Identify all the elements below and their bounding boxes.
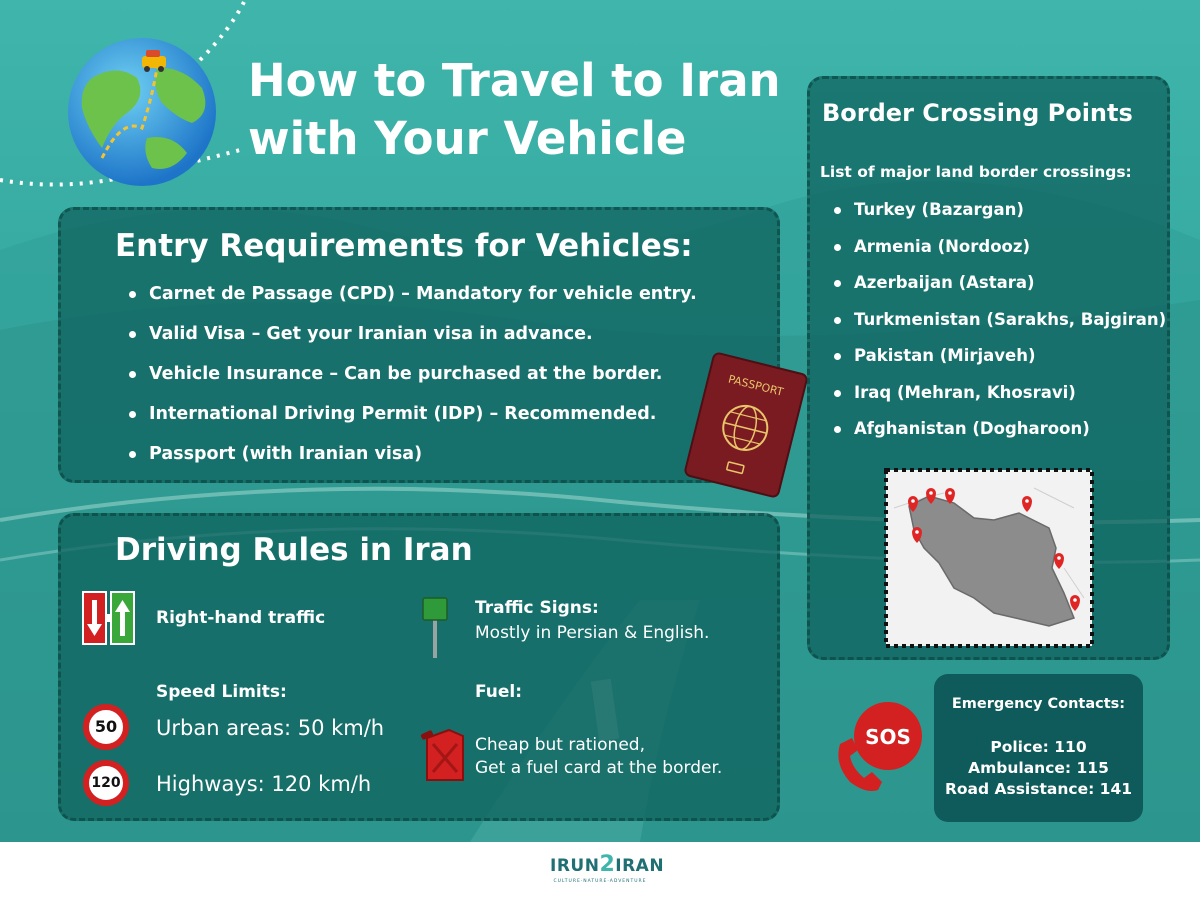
passport-label: PASSPORT: [726, 372, 785, 399]
sos-badge-text: SOS: [865, 725, 911, 749]
list-item: Carnet de Passage (CPD) – Mandatory for vehicle entry.: [127, 282, 697, 322]
urban-speed-text: Urban areas: 50 km/h: [156, 716, 385, 740]
list-item: Armenia (Nordooz): [832, 236, 1166, 273]
speed-120-sign-icon: 120: [83, 760, 129, 806]
logo-tagline: CULTURE·NATURE·ADVENTURE: [553, 879, 647, 884]
list-item: Iraq (Mehran, Khosravi): [832, 382, 1166, 419]
fuel-line-1: Cheap but rationed,: [475, 735, 645, 755]
border-crossing-subheading: List of major land border crossings:: [820, 163, 1132, 181]
entry-requirements-list: [127, 282, 697, 482]
irun2iran-logo: [550, 852, 665, 892]
fuel-line-2: Get a fuel card at the border.: [475, 758, 723, 778]
title-line-2: with Your Vehicle: [248, 112, 687, 165]
logo-mid: 2: [599, 852, 616, 877]
emergency-contacts-panel: [934, 674, 1143, 822]
highway-speed-text: Highways: 120 km/h: [156, 772, 372, 796]
police-contact: Police: 110: [990, 738, 1087, 756]
right-hand-traffic-icon: [81, 590, 137, 646]
traffic-signs-label: Traffic Signs:: [475, 598, 599, 618]
border-crossing-heading: Border Crossing Points: [822, 99, 1133, 127]
traffic-side-label: Right-hand traffic: [156, 608, 326, 628]
logo-right: IRAN: [615, 856, 665, 876]
logo-wordmark: [550, 852, 665, 877]
ambulance-contact: Ambulance: 115: [968, 759, 1109, 777]
fuel-label: Fuel:: [475, 682, 523, 702]
fuel-can-icon: [419, 726, 469, 784]
list-item: Pakistan (Mirjaveh): [832, 345, 1166, 382]
entry-requirements-panel: [58, 207, 780, 483]
list-item: Turkey (Bazargan): [832, 199, 1166, 236]
speed-limits-label: Speed Limits:: [156, 682, 287, 702]
driving-rules-heading: Driving Rules in Iran: [115, 532, 473, 568]
title-line-1: How to Travel to Iran: [248, 54, 781, 107]
list-item: Afghanistan (Dogharoon): [832, 418, 1166, 455]
passport-icon: [676, 350, 816, 500]
logo-left: IRUN: [550, 856, 600, 876]
list-item: Vehicle Insurance – Can be purchased at the border.: [127, 362, 697, 402]
entry-requirements-heading: Entry Requirements for Vehicles:: [115, 228, 693, 264]
list-item: Azerbaijan (Astara): [832, 272, 1166, 309]
sos-phone-icon: [832, 700, 928, 796]
speed-50-sign-icon: 50: [83, 704, 129, 750]
driving-rules-panel: [58, 513, 780, 821]
globe-icon: [62, 28, 222, 188]
traffic-sign-icon: [421, 596, 449, 660]
road-assistance-contact: Road Assistance: 141: [944, 780, 1133, 798]
list-item: International Driving Permit (IDP) – Recommended.: [127, 402, 697, 442]
list-item: Valid Visa – Get your Iranian visa in advance.: [127, 322, 697, 362]
list-item: Passport (with Iranian visa): [127, 442, 697, 482]
emergency-contacts-heading: Emergency Contacts:: [951, 696, 1126, 712]
border-crossing-list: [832, 199, 1166, 455]
list-item: Turkmenistan (Sarakhs, Bajgiran): [832, 309, 1166, 346]
traffic-signs-text: Mostly in Persian & English.: [475, 623, 710, 643]
iran-map: [884, 468, 1094, 648]
page-title: [248, 52, 808, 168]
